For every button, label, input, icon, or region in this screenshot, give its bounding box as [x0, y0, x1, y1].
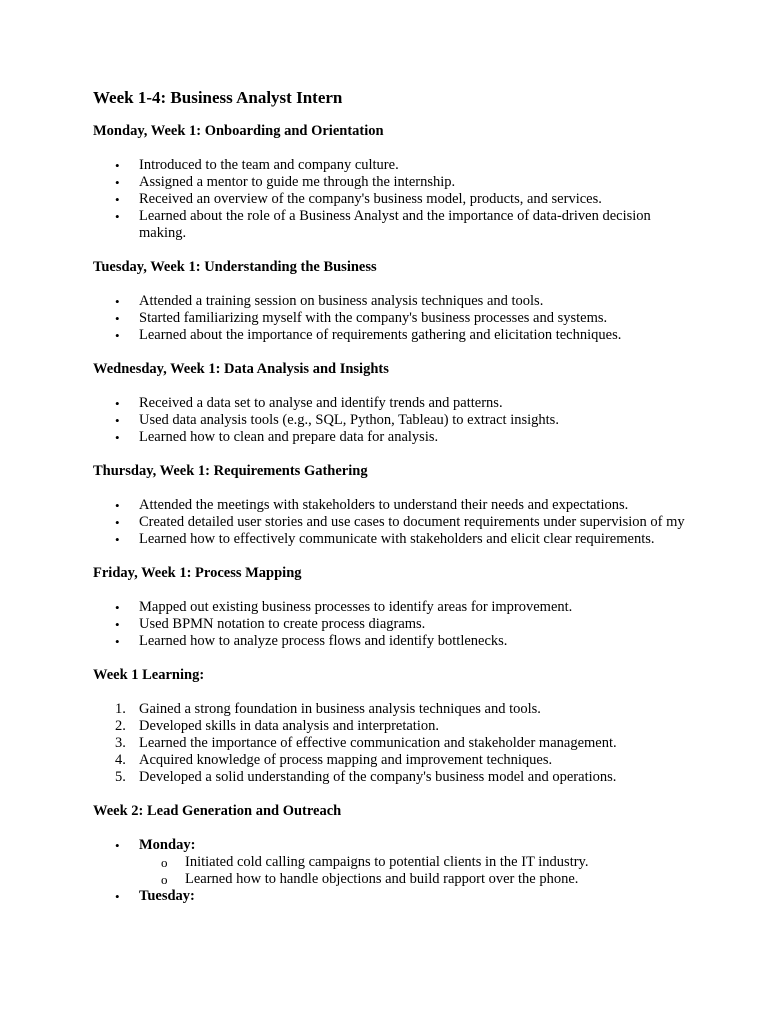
- list-item: Learned the importance of effective communication and stakeholder management.: [139, 735, 617, 751]
- section-heading-friday: Friday, Week 1: Process Mapping: [93, 565, 302, 581]
- day-item-tuesday: [93, 888, 693, 905]
- list-item: • Attended a training session on business analysis techniques and tools.: [93, 293, 693, 310]
- learning-heading: Week 1 Learning:: [93, 667, 205, 683]
- list-item: • Received an overview of the company's business model, products, and services.: [93, 191, 693, 208]
- section-heading-monday: Monday, Week 1: Onboarding and Orientation: [93, 123, 384, 139]
- learning-list: [93, 701, 693, 786]
- section-list-wednesday: [93, 395, 693, 446]
- week2-day-list: [93, 837, 693, 905]
- week2-heading: Week 2: Lead Generation and Outreach: [93, 803, 342, 819]
- section-heading-wednesday: Wednesday, Week 1: Data Analysis and Insights: [93, 361, 389, 377]
- day-label: Tuesday:: [139, 888, 195, 904]
- list-item: • Introduced to the team and company culture.: [93, 157, 693, 174]
- day-sublist-container: [93, 854, 693, 888]
- day-label: Monday:: [139, 837, 196, 853]
- section-heading-thursday: Thursday, Week 1: Requirements Gathering: [93, 463, 368, 479]
- list-item: • Learned about the importance of requirements gathering and elicitation techniques.: [93, 327, 693, 344]
- list-item: Acquired knowledge of process mapping and improvement techniques.: [139, 752, 553, 768]
- list-item: • Learned how to clean and prepare data for analysis.: [93, 429, 693, 446]
- section-list-friday: [93, 599, 693, 650]
- section-list-thursday: [93, 497, 693, 548]
- sub-list-item: o Learned how to handle objections and build rapport over the phone.: [139, 871, 693, 888]
- list-item: • Assigned a mentor to guide me through the internship.: [93, 174, 693, 191]
- section-list-monday: [93, 157, 693, 242]
- day-item-monday: [93, 837, 693, 854]
- day-sublist-monday: [139, 854, 693, 888]
- list-item: • Attended the meetings with stakeholders to understand their needs and expectations.: [93, 497, 693, 514]
- list-item: Developed skills in data analysis and interpretation.: [139, 718, 439, 734]
- sub-list-item: o Initiated cold calling campaigns to potential clients in the IT industry.: [139, 854, 693, 871]
- list-item: • Learned how to effectively communicate with stakeholders and elicit clear requirements.: [93, 531, 693, 548]
- document-page: [93, 86, 693, 920]
- list-item: Gained a strong foundation in business analysis techniques and tools.: [139, 701, 541, 717]
- list-item: • Used data analysis tools (e.g., SQL, Python, Tableau) to extract insights.: [93, 412, 693, 429]
- section-heading-tuesday: Tuesday, Week 1: Understanding the Business: [93, 259, 377, 275]
- list-item: • Received a data set to analyse and identify trends and patterns.: [93, 395, 693, 412]
- list-item: • Started familiarizing myself with the company's business processes and systems.: [93, 310, 693, 327]
- list-item: • Created detailed user stories and use cases to document requirements under supervision of my: [93, 514, 693, 531]
- list-item: • Used BPMN notation to create process diagrams.: [93, 616, 693, 633]
- list-item: • Mapped out existing business processes to identify areas for improvement.: [93, 599, 693, 616]
- list-item: • Learned how to analyze process flows and identify bottlenecks.: [93, 633, 693, 650]
- list-item: • Learned about the role of a Business Analyst and the importance of data-driven decision making.: [93, 208, 693, 242]
- section-list-tuesday: [93, 293, 693, 344]
- document-title: Week 1-4: Business Analyst Intern: [93, 88, 343, 107]
- list-item: Developed a solid understanding of the company's business model and operations.: [139, 769, 617, 785]
